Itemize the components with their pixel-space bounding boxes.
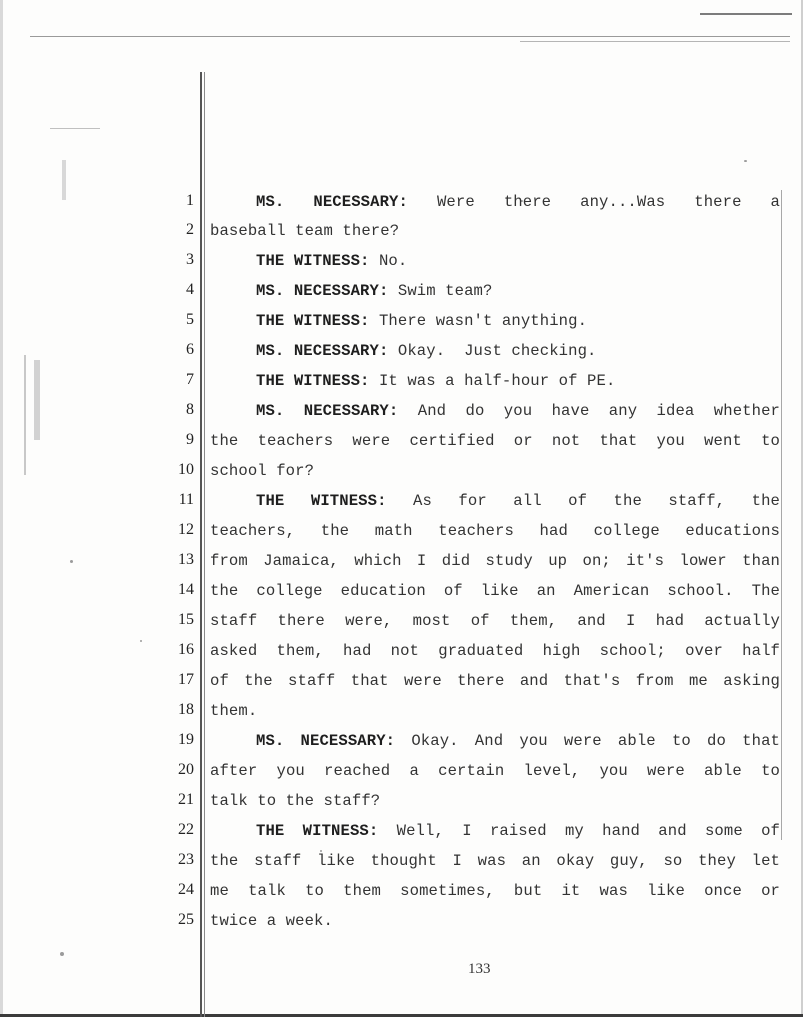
line-number: 21 [178, 791, 194, 808]
line-text [256, 193, 780, 211]
line-content: after you reached a certain level, you were able to [210, 762, 780, 780]
line-text [256, 732, 780, 750]
line-number: 24 [178, 881, 194, 898]
line-number: 19 [178, 731, 194, 748]
transcript-line [0, 279, 803, 305]
line-number: 3 [186, 251, 194, 268]
line-text [210, 612, 780, 630]
line-number: 11 [178, 491, 194, 508]
line-number: 17 [178, 671, 194, 688]
line-text [256, 822, 780, 840]
line-text [210, 882, 780, 900]
line-content: Were there any...Was there a [407, 193, 780, 211]
speaker-label: MS. NECESSARY: [256, 732, 396, 750]
line-text [210, 222, 780, 240]
transcript-line [0, 579, 803, 605]
transcript-line [0, 519, 803, 545]
line-number: 14 [178, 581, 194, 598]
line-text [256, 312, 780, 330]
line-content: No. [369, 252, 408, 270]
transcript-line [0, 819, 803, 845]
line-number: 5 [186, 311, 194, 328]
transcript-line [0, 759, 803, 785]
line-content: me talk to them sometimes, but it was like once or [210, 882, 780, 900]
line-text [256, 372, 780, 390]
line-text [210, 702, 780, 720]
transcript-line [0, 399, 803, 425]
line-text [210, 462, 780, 480]
transcript-line [0, 849, 803, 875]
speaker-label: THE WITNESS: [256, 492, 387, 510]
transcript-line [0, 369, 803, 395]
line-content: school for? [210, 462, 315, 480]
line-content: the staff like thought I was an okay guy, so they let [210, 852, 780, 870]
line-number: 18 [178, 701, 194, 718]
line-text [210, 912, 780, 930]
line-content: There wasn't anything. [369, 312, 588, 330]
transcript-line [0, 669, 803, 695]
transcript-line [0, 789, 803, 815]
line-text [256, 342, 780, 360]
line-text [210, 552, 780, 570]
line-number: 23 [178, 851, 194, 868]
transcript-line [0, 729, 803, 755]
speaker-label: THE WITNESS: [256, 822, 379, 840]
line-content: twice a week. [210, 912, 333, 930]
transcript-line [0, 699, 803, 725]
speaker-label: MS. NECESSARY: [256, 282, 389, 300]
transcript-line [0, 309, 803, 335]
transcript-line [0, 609, 803, 635]
line-number: 13 [178, 551, 194, 568]
speaker-label: THE WITNESS: [256, 252, 370, 270]
line-text [210, 672, 780, 690]
line-text [256, 492, 780, 510]
speaker-label: THE WITNESS: [256, 312, 370, 330]
speaker-label: MS. NECESSARY: [256, 342, 389, 360]
line-number: 8 [186, 401, 194, 418]
line-number: 6 [186, 341, 194, 358]
line-content: them. [210, 702, 258, 720]
line-number: 25 [178, 911, 194, 928]
line-number: 20 [178, 761, 194, 778]
line-text [210, 642, 780, 660]
line-content: from Jamaica, which I did study up on; it's lower than [210, 552, 780, 570]
line-number: 2 [186, 221, 194, 238]
line-content: And do you have any idea whether [398, 402, 780, 420]
line-content: the teachers were certified or not that you went to [210, 432, 780, 450]
transcript-line [0, 339, 803, 365]
line-content: Okay. Just checking. [388, 342, 597, 360]
line-number: 7 [186, 371, 194, 388]
line-number: 10 [178, 461, 194, 478]
speaker-label: THE WITNESS: [256, 372, 370, 390]
line-text [210, 852, 780, 870]
line-text [210, 792, 780, 810]
line-text [256, 252, 780, 270]
transcript-line [0, 489, 803, 515]
transcript-line [0, 249, 803, 275]
line-number: 22 [178, 821, 194, 838]
line-content: As for all of the staff, the [386, 492, 780, 510]
line-number: 12 [178, 521, 194, 538]
line-text [210, 582, 780, 600]
line-number: 4 [186, 281, 194, 298]
line-content: baseball team there? [210, 222, 400, 240]
line-content: It was a half-hour of PE. [369, 372, 616, 390]
line-content: Well, I raised my hand and some of [378, 822, 780, 840]
line-content: Swim team? [388, 282, 493, 300]
line-content: talk to the staff? [210, 792, 381, 810]
line-content: teachers, the math teachers had college educations [210, 522, 780, 540]
line-content: of the staff that were there and that's from me asking [210, 672, 780, 690]
line-text [210, 522, 780, 540]
line-number: 9 [186, 431, 194, 448]
line-number: 15 [178, 611, 194, 628]
line-content: the college education of like an American school. The [210, 582, 780, 600]
transcript-line [0, 219, 803, 245]
line-text [210, 432, 780, 450]
line-text [210, 762, 780, 780]
transcript-line [0, 429, 803, 455]
line-text [256, 402, 780, 420]
line-text [256, 282, 780, 300]
line-number: 16 [178, 641, 194, 658]
speaker-label: MS. NECESSARY: [256, 402, 399, 420]
transcript-line [0, 879, 803, 905]
transcript-line [0, 190, 803, 216]
speaker-label: MS. NECESSARY: [256, 193, 408, 211]
transcript-line [0, 549, 803, 575]
transcript-line [0, 639, 803, 665]
transcript-line [0, 909, 803, 935]
line-content: Okay. And you were able to do that [395, 732, 780, 750]
line-content: staff there were, most of them, and I had actually [210, 612, 780, 630]
transcript-line [0, 459, 803, 485]
line-number: 1 [186, 192, 194, 209]
page-number: 133 [468, 961, 491, 977]
line-content: asked them, had not graduated high school; over half [210, 642, 780, 660]
